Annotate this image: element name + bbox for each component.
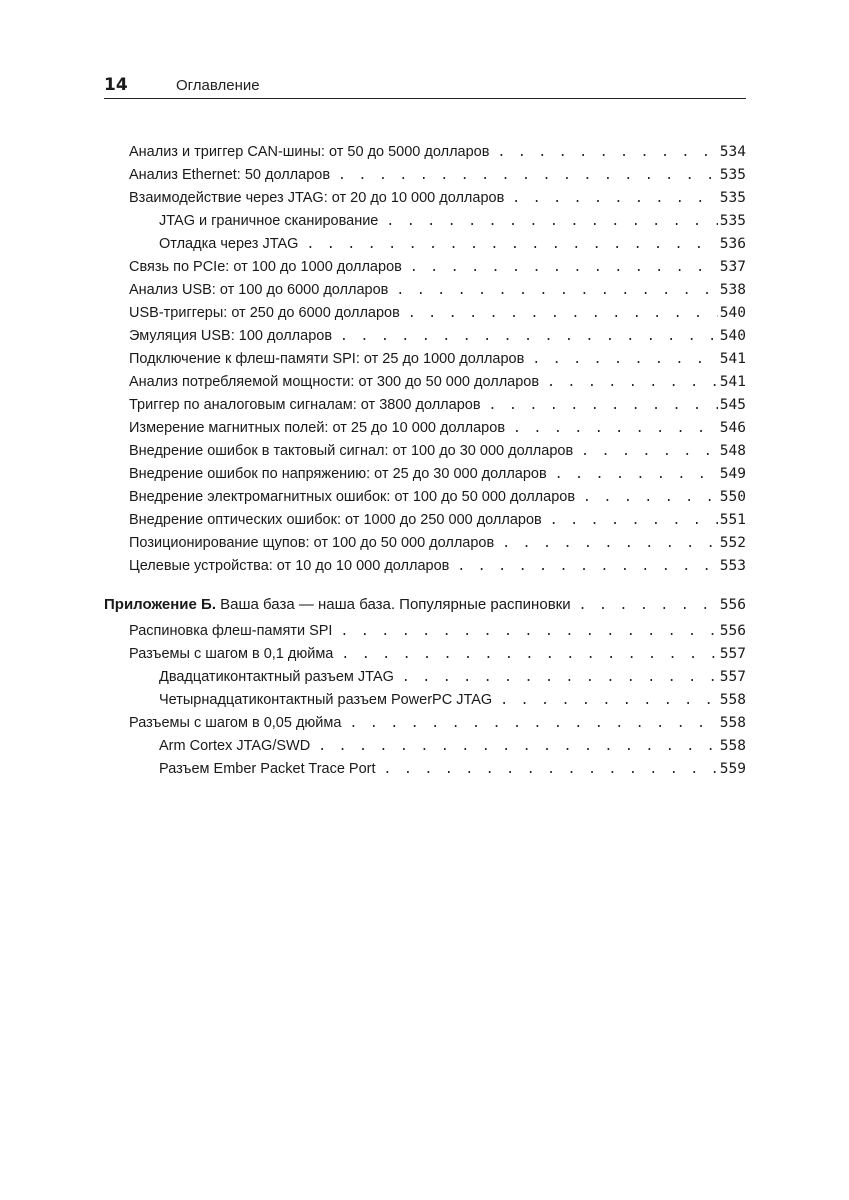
dot-leader xyxy=(550,509,718,532)
appendix-label: Приложение Б. xyxy=(104,596,216,613)
toc-entry[interactable] xyxy=(104,463,746,486)
toc-entry[interactable] xyxy=(104,256,746,279)
toc-entry[interactable] xyxy=(104,758,746,781)
dot-leader xyxy=(410,256,718,279)
toc-page-number: 558 xyxy=(719,738,746,754)
running-title: Оглавление xyxy=(176,77,260,94)
dot-leader xyxy=(547,371,718,394)
toc-page-number: 557 xyxy=(719,669,746,685)
dot-leader xyxy=(340,325,718,348)
toc-entry-title: USB-триггеры: от 250 до 6000 долларов xyxy=(129,305,400,321)
toc-page-number: 541 xyxy=(719,351,746,367)
toc-entry[interactable] xyxy=(104,302,746,325)
page-number: 14 xyxy=(104,75,128,95)
toc-entry[interactable] xyxy=(104,233,746,256)
toc-entry-title: Эмуляция USB: 100 долларов xyxy=(129,328,333,344)
toc-entry-title: Анализ USB: от 100 до 6000 долларов xyxy=(129,282,389,298)
toc-page-number: 541 xyxy=(719,374,746,390)
dot-leader xyxy=(489,394,718,417)
toc-entry[interactable] xyxy=(104,666,746,689)
dot-leader xyxy=(555,463,718,486)
running-header xyxy=(104,74,746,99)
toc-entry-title: JTAG и граничное сканирование xyxy=(159,213,379,229)
toc-page-number: 538 xyxy=(719,282,746,298)
dot-leader xyxy=(408,302,718,325)
table-of-contents xyxy=(104,141,746,781)
dot-leader xyxy=(396,279,717,302)
toc-entry-title: Взаимодействие через JTAG: от 20 до 10 000 долларов xyxy=(129,190,505,206)
toc-page-number: 534 xyxy=(719,144,746,160)
dot-leader xyxy=(581,440,718,463)
toc-entry[interactable] xyxy=(104,735,746,758)
dot-leader xyxy=(500,689,718,712)
toc-page-number: 551 xyxy=(719,512,746,528)
toc-page-number: 558 xyxy=(719,692,746,708)
dot-leader xyxy=(532,348,717,371)
toc-entry-title: Целевые устройства: от 10 до 10 000 долларов xyxy=(129,558,450,574)
dot-leader xyxy=(579,591,718,621)
toc-entry[interactable] xyxy=(104,394,746,417)
toc-page-number: 540 xyxy=(719,328,746,344)
toc-entry[interactable] xyxy=(104,164,746,187)
dot-leader xyxy=(497,141,717,164)
toc-entry[interactable] xyxy=(104,643,746,666)
toc-entry-title: Связь по PCIe: от 100 до 1000 долларов xyxy=(129,259,402,275)
toc-entry[interactable] xyxy=(104,141,746,164)
toc-entry-title: Arm Cortex JTAG/SWD xyxy=(159,738,311,754)
toc-page-number: 556 xyxy=(719,623,746,639)
toc-entry[interactable] xyxy=(104,325,746,348)
toc-entry-title: Позиционирование щупов: от 100 до 50 000 долларов xyxy=(129,535,495,551)
toc-entry-title xyxy=(104,590,571,620)
toc-entry-title: Измерение магнитных полей: от 25 до 10 000 долларов xyxy=(129,420,506,436)
toc-entry-title: Двадцатиконтактный разъем JTAG xyxy=(159,669,394,685)
toc-page-number: 559 xyxy=(719,761,746,777)
toc-entry-title: Внедрение оптических ошибок: от 1000 до 250 000 долларов xyxy=(129,512,542,528)
dot-leader xyxy=(384,758,718,781)
toc-entry[interactable] xyxy=(104,532,746,555)
toc-page-number: 535 xyxy=(719,213,746,229)
toc-page-number: 546 xyxy=(719,420,746,436)
dot-leader xyxy=(513,417,718,440)
toc-entry[interactable] xyxy=(104,620,746,643)
toc-page-number: 536 xyxy=(719,236,746,252)
toc-entry-title: Внедрение ошибок в тактовый сигнал: от 100 до 30 000 долларов xyxy=(129,443,574,459)
toc-page-number: 549 xyxy=(719,466,746,482)
toc-entry-title: Отладка через JTAG xyxy=(159,236,299,252)
dot-leader xyxy=(340,620,717,643)
dot-leader xyxy=(583,486,718,509)
toc-entry-title: Разъем Ember Packet Trace Port xyxy=(159,761,376,777)
toc-entry[interactable] xyxy=(104,348,746,371)
dot-leader xyxy=(457,555,717,578)
dot-leader xyxy=(306,233,717,256)
toc-page-number: 545 xyxy=(719,397,746,413)
toc-entry-title: Анализ потребляемой мощности: от 300 до 50 000 долларов xyxy=(129,374,540,390)
toc-appendix-entry[interactable] xyxy=(104,590,746,620)
dot-leader xyxy=(318,735,718,758)
toc-entry[interactable] xyxy=(104,210,746,233)
toc-entry-title: Внедрение ошибок по напряжению: от 25 до 30 000 долларов xyxy=(129,466,547,482)
toc-entry[interactable] xyxy=(104,371,746,394)
appendix-title: Ваша база — наша база. Популярные распиновки xyxy=(220,596,571,613)
toc-entry-title: Анализ Ethernet: 50 долларов xyxy=(129,167,331,183)
toc-entry-title: Триггер по аналоговым сигналам: от 3800 долларов xyxy=(129,397,481,413)
toc-page-number: 535 xyxy=(719,190,746,206)
toc-entry-title: Распиновка флеш-памяти SPI xyxy=(129,623,333,639)
dot-leader xyxy=(349,712,717,735)
toc-entry[interactable] xyxy=(104,187,746,210)
dot-leader xyxy=(402,666,718,689)
toc-entry[interactable] xyxy=(104,509,746,532)
toc-entry[interactable] xyxy=(104,440,746,463)
toc-entry[interactable] xyxy=(104,417,746,440)
toc-entry[interactable] xyxy=(104,279,746,302)
dot-leader xyxy=(386,210,717,233)
toc-page-number: 540 xyxy=(719,305,746,321)
toc-entry[interactable] xyxy=(104,555,746,578)
toc-page-number: 535 xyxy=(719,167,746,183)
toc-page-number: 553 xyxy=(719,558,746,574)
dot-leader xyxy=(502,532,718,555)
toc-entry-title: Разъемы с шагом в 0,1 дюйма xyxy=(129,646,334,662)
toc-page-number: 537 xyxy=(719,259,746,275)
toc-entry-title: Анализ и триггер CAN-шины: от 50 до 5000 долларов xyxy=(129,144,490,160)
toc-entry[interactable] xyxy=(104,486,746,509)
toc-page-number: 556 xyxy=(719,597,746,613)
toc-page-number: 552 xyxy=(719,535,746,551)
toc-entry-title: Внедрение электромагнитных ошибок: от 100 до 50 000 долларов xyxy=(129,489,576,505)
dot-leader xyxy=(338,164,718,187)
toc-page-number: 557 xyxy=(719,646,746,662)
toc-entry-title: Подключение к флеш-памяти SPI: от 25 до 1000 долларов xyxy=(129,351,525,367)
toc-entry-title: Четырнадцатиконтактный разъем PowerPC JTAG xyxy=(159,692,493,708)
toc-page-number: 558 xyxy=(719,715,746,731)
dot-leader xyxy=(512,187,718,210)
toc-entry[interactable] xyxy=(104,712,746,735)
toc-page-number: 550 xyxy=(719,489,746,505)
dot-leader xyxy=(341,643,717,666)
toc-entry-title: Разъемы с шагом в 0,05 дюйма xyxy=(129,715,342,731)
toc-page-number: 548 xyxy=(719,443,746,459)
toc-entry[interactable] xyxy=(104,689,746,712)
